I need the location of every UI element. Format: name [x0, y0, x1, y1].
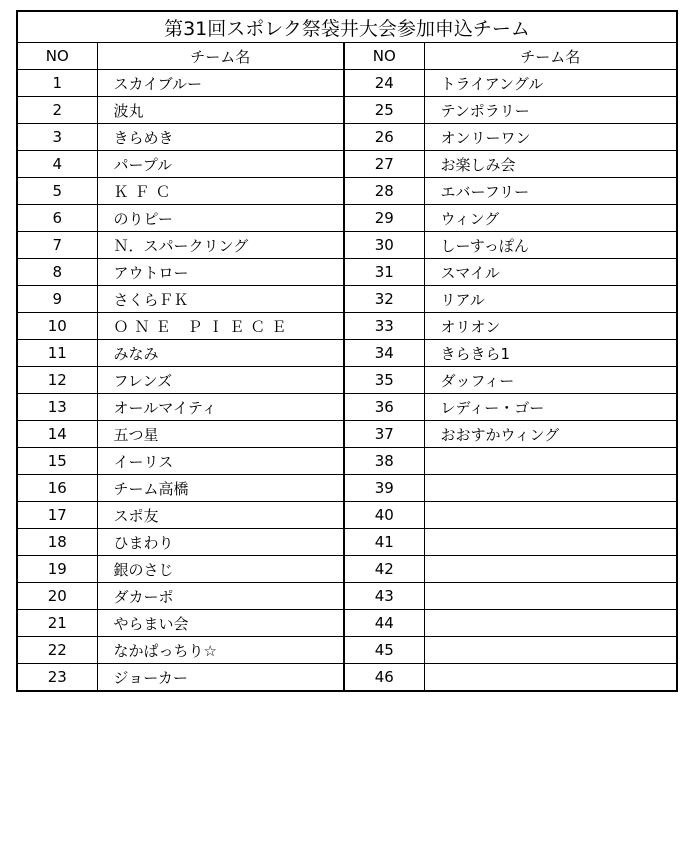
table-row [17, 583, 677, 610]
entry-number-right: 46 [344, 664, 424, 692]
team-name-left: 銀のさじ [97, 556, 344, 583]
entry-number-right: 45 [344, 637, 424, 664]
table-row [17, 286, 677, 313]
entry-number-left: 11 [17, 340, 97, 367]
header-team-name-right: チーム名 [424, 43, 677, 70]
entry-number-left: 15 [17, 448, 97, 475]
table-row [17, 97, 677, 124]
team-name-right [424, 664, 677, 692]
table-row [17, 232, 677, 259]
team-name-left: ダカーポ [97, 583, 344, 610]
entry-number-left: 23 [17, 664, 97, 692]
entry-number-left: 21 [17, 610, 97, 637]
header-team-name-left: チーム名 [97, 43, 344, 70]
table-row [17, 259, 677, 286]
table-row [17, 205, 677, 232]
team-name-left: なかぱっちり☆ [97, 637, 344, 664]
header-row [17, 43, 677, 70]
team-name-left: のりピー [97, 205, 344, 232]
table-row [17, 529, 677, 556]
team-name-left: イーリス [97, 448, 344, 475]
entry-number-right: 35 [344, 367, 424, 394]
entry-number-left: 13 [17, 394, 97, 421]
team-name-right [424, 448, 677, 475]
table-row [17, 394, 677, 421]
team-name-right: オリオン [424, 313, 677, 340]
entry-number-left: 17 [17, 502, 97, 529]
team-name-left: スカイブルー [97, 70, 344, 97]
team-name-right: リアル [424, 286, 677, 313]
team-name-right [424, 529, 677, 556]
team-name-left: Ｎ．スパークリング [97, 232, 344, 259]
entry-number-left: 2 [17, 97, 97, 124]
entry-number-left: 1 [17, 70, 97, 97]
team-name-right: お楽しみ会 [424, 151, 677, 178]
entry-number-right: 37 [344, 421, 424, 448]
team-name-right [424, 556, 677, 583]
team-name-left: みなみ [97, 340, 344, 367]
entry-number-left: 10 [17, 313, 97, 340]
team-name-right: スマイル [424, 259, 677, 286]
entry-number-left: 12 [17, 367, 97, 394]
entry-number-left: 16 [17, 475, 97, 502]
entry-number-right: 40 [344, 502, 424, 529]
entry-number-left: 18 [17, 529, 97, 556]
entry-number-left: 22 [17, 637, 97, 664]
table-row [17, 502, 677, 529]
team-name-right: トライアングル [424, 70, 677, 97]
entry-number-left: 5 [17, 178, 97, 205]
entry-number-left: 14 [17, 421, 97, 448]
table-row [17, 610, 677, 637]
table-row [17, 448, 677, 475]
entry-number-left: 20 [17, 583, 97, 610]
header-no-right: NO [344, 43, 424, 70]
table-row [17, 178, 677, 205]
table-row [17, 124, 677, 151]
entry-number-right: 28 [344, 178, 424, 205]
team-name-right: しーすっぽん [424, 232, 677, 259]
team-name-right [424, 637, 677, 664]
table-row [17, 367, 677, 394]
team-name-left: スポ友 [97, 502, 344, 529]
table-row [17, 151, 677, 178]
team-name-left: きらめき [97, 124, 344, 151]
entry-number-right: 39 [344, 475, 424, 502]
table-row [17, 421, 677, 448]
entry-number-left: 3 [17, 124, 97, 151]
entry-number-right: 30 [344, 232, 424, 259]
entry-number-left: 6 [17, 205, 97, 232]
team-name-right [424, 583, 677, 610]
header-no-left: NO [17, 43, 97, 70]
table-row [17, 556, 677, 583]
entry-number-right: 32 [344, 286, 424, 313]
team-name-left: ＯＮＥ ＰＩＥＣＥ [97, 313, 344, 340]
team-name-left: チーム高橋 [97, 475, 344, 502]
team-name-left: フレンズ [97, 367, 344, 394]
team-name-right: オンリーワン [424, 124, 677, 151]
table-row [17, 313, 677, 340]
team-name-left: アウトロー [97, 259, 344, 286]
team-name-right [424, 502, 677, 529]
title-row [17, 11, 677, 43]
team-name-left: オールマイティ [97, 394, 344, 421]
entry-number-right: 38 [344, 448, 424, 475]
team-name-left: ひまわり [97, 529, 344, 556]
table-row [17, 664, 677, 692]
table-row [17, 70, 677, 97]
team-name-right: きらきら1 [424, 340, 677, 367]
team-name-right: テンポラリー [424, 97, 677, 124]
entry-number-left: 4 [17, 151, 97, 178]
entry-number-right: 42 [344, 556, 424, 583]
entry-number-right: 34 [344, 340, 424, 367]
team-name-right [424, 610, 677, 637]
team-name-right: ウィング [424, 205, 677, 232]
team-name-right: ダッフィー [424, 367, 677, 394]
entry-number-left: 7 [17, 232, 97, 259]
entry-number-right: 29 [344, 205, 424, 232]
team-name-right: レディー・ゴー [424, 394, 677, 421]
entry-number-right: 24 [344, 70, 424, 97]
team-name-right: おおすかウィング [424, 421, 677, 448]
entry-number-left: 19 [17, 556, 97, 583]
entry-number-right: 26 [344, 124, 424, 151]
team-name-left: 五つ星 [97, 421, 344, 448]
team-name-left: ＫＦＣ [97, 178, 344, 205]
entry-number-right: 33 [344, 313, 424, 340]
team-name-right: エバーフリー [424, 178, 677, 205]
team-name-left: ジョーカー [97, 664, 344, 692]
entry-number-right: 41 [344, 529, 424, 556]
team-name-left: パープル [97, 151, 344, 178]
table-row [17, 475, 677, 502]
sheet-title: 第31回スポレク祭袋井大会参加申込チーム [17, 11, 677, 43]
team-name-left: 波丸 [97, 97, 344, 124]
team-name-left: さくらＦＫ [97, 286, 344, 313]
entry-number-right: 27 [344, 151, 424, 178]
team-name-right [424, 475, 677, 502]
entry-number-right: 31 [344, 259, 424, 286]
entry-number-right: 25 [344, 97, 424, 124]
entry-number-right: 36 [344, 394, 424, 421]
table-row [17, 637, 677, 664]
entry-number-right: 44 [344, 610, 424, 637]
entry-number-left: 9 [17, 286, 97, 313]
team-name-left: やらまい会 [97, 610, 344, 637]
table-row [17, 340, 677, 367]
entry-number-right: 43 [344, 583, 424, 610]
team-list-table [16, 10, 678, 692]
entry-number-left: 8 [17, 259, 97, 286]
